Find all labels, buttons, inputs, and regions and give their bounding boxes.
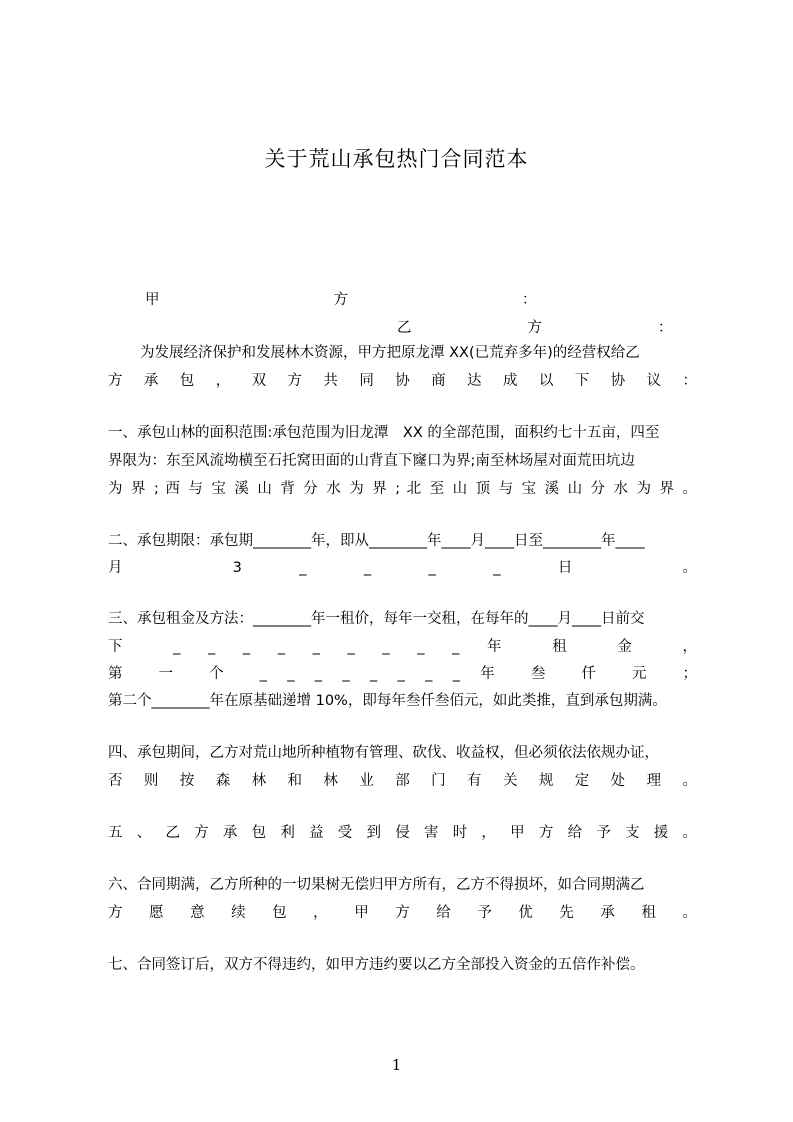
party-a-line: 甲 方 ： bbox=[145, 292, 537, 308]
clause-6-line-1: 六、合同期满，乙方所种的一切果树无偿归甲方所有，乙方不得损坏，如合同期满乙 bbox=[108, 877, 645, 893]
intro-line-1: 为发展经济保护和发展林木资源，甲方把原龙潭 XX(已荒弃多年)的经营权给乙 bbox=[140, 345, 640, 361]
clause-3-line-3: 第 一 个 _ _ _ _ _ _ _ _ 年 叁 仟 元 ； bbox=[108, 666, 697, 682]
clause-6-line-2: 方 愿 意 续 包 ， 甲 方 给 予 优 先 承 租 。 bbox=[108, 905, 697, 921]
clause-2-line-2: 月 3 _ _ _ _ 日 。 bbox=[108, 560, 697, 576]
clause-1-line-2: 界限为：东至风流坳横至石托窝田面的山背直下窿口为界;南至林场屋对面荒田坑边 bbox=[108, 453, 635, 469]
clause-1-line-3: 为 界 ; 西 与 宝 溪 山 背 分 水 为 界 ; 北 至 山 顶 与 宝 溪 山 分 水 为 界 。 bbox=[108, 481, 697, 497]
clause-3-line-2: 下 _ _ _ _ _ _ _ _ _ 年 租 金 ， bbox=[108, 639, 697, 655]
intro-line-2: 方 承 包 ， 双 方 共 同 协 商 达 成 以 下 协 议 ： bbox=[108, 373, 697, 389]
clause-7-line-1: 七、合同签订后，双方不得违约，如甲方违约要以乙方全部投入资金的五倍作补偿。 bbox=[108, 957, 645, 973]
party-b-line: 乙 方 ： bbox=[397, 320, 673, 336]
clause-5-line-1: 五 、 乙 方 承 包 利 益 受 到 侵 害 时 ， 甲 方 给 予 支 援 。 bbox=[108, 825, 697, 841]
clause-3-line-4: 第二个________年在原基础递增 10%，即每年叁仟叁佰元，如此类推，直到承包期满。 bbox=[108, 693, 667, 709]
clause-4-line-1: 四、承包期间，乙方对荒山地所种植物有管理、砍伐、收益权，但必须依法依规办证， bbox=[108, 745, 659, 761]
clause-2-line-1: 二、承包期限：承包期________年，即从________年____月____日至________年____ bbox=[108, 533, 645, 549]
clause-3-line-1: 三、承包租金及方法：________年一租价，每年一交租，在每年的____月____日前交 bbox=[108, 611, 645, 627]
document-title: 关于荒山承包热门合同范本 bbox=[264, 147, 529, 171]
clause-1-line-1: 一、承包山林的面积范围:承包范围为旧龙潭 XX 的全部范围，面积约七十五亩，四至 bbox=[108, 425, 660, 441]
clause-4-line-2: 否 则 按 森 林 和 林 业 部 门 有 关 规 定 处 理 。 bbox=[108, 773, 697, 789]
page-number: 1 bbox=[391, 1056, 402, 1074]
